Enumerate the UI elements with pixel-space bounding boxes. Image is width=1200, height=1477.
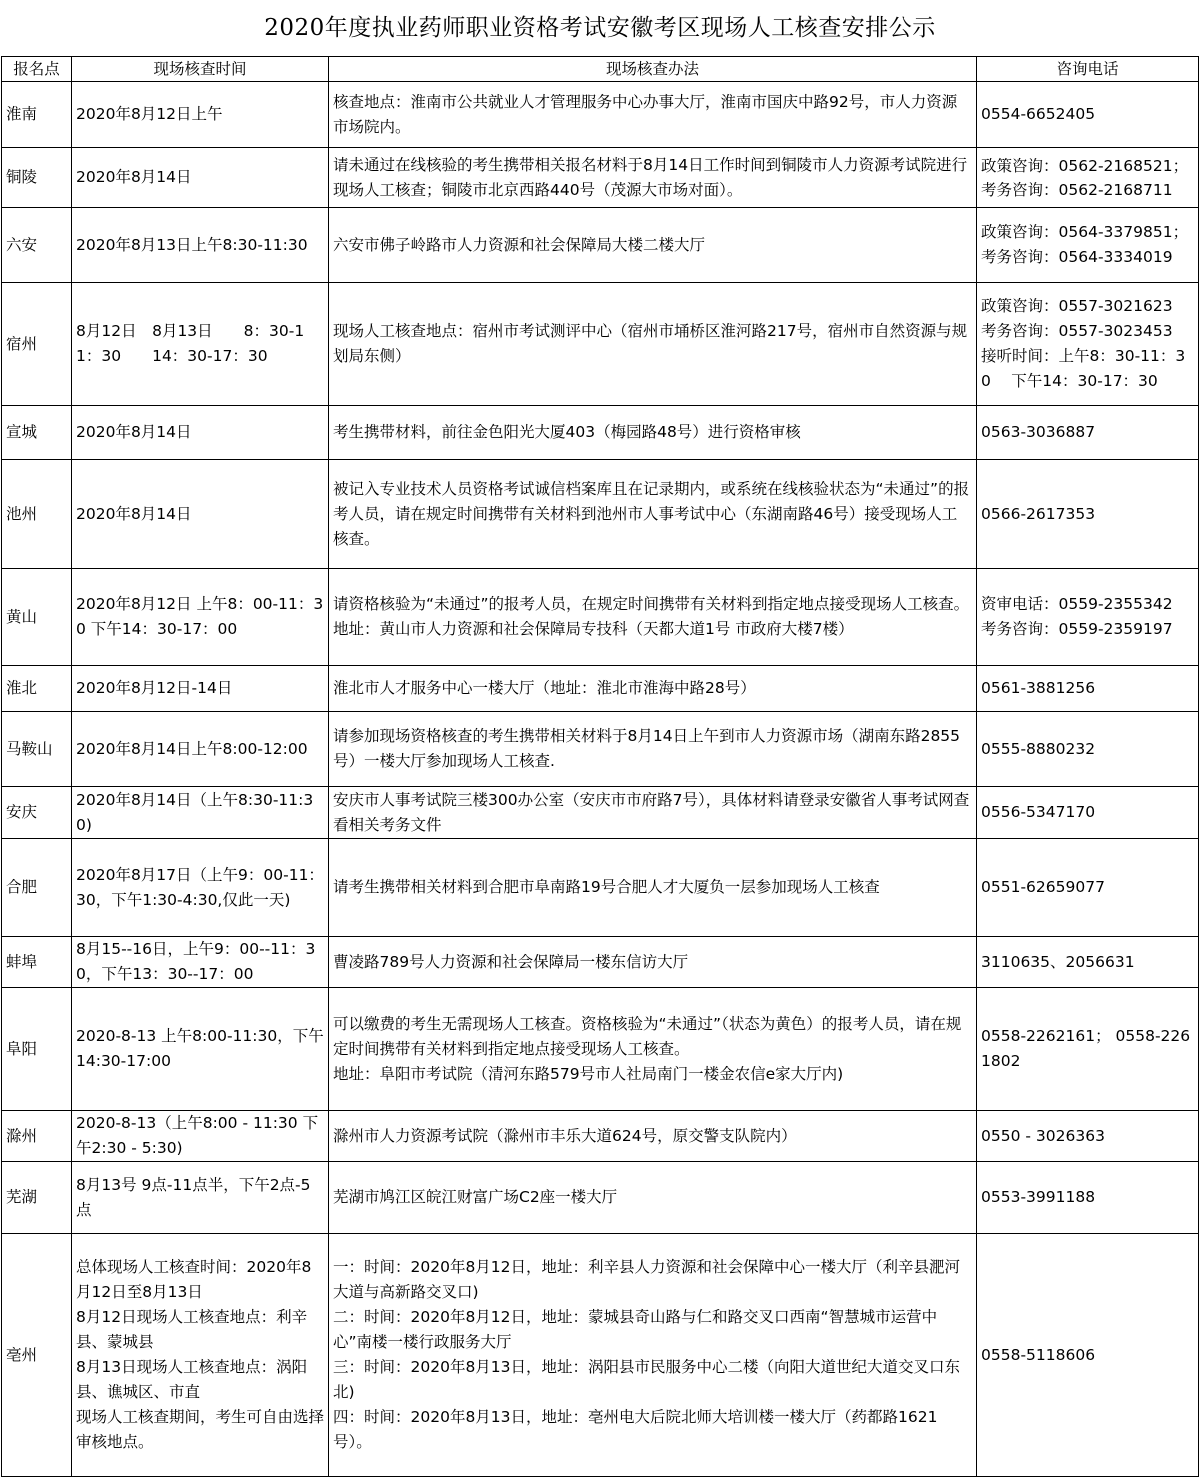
table-row [2,787,1199,839]
table-row [2,460,1199,569]
city-cell: 六安 [2,208,72,283]
method-cell: 六安市佛子岭路市人力资源和社会保障局大楼二楼大厅 [329,208,977,283]
phone-cell: 0566-2617353 [977,460,1199,569]
method-cell: 请未通过在线核验的考生携带相关报名材料于8月14日工作时间到铜陵市人力资源考试院进行现场人工核查；铜陵市北京西路440号（茂源大市场对面）。 [329,148,977,208]
phone-cell: 0558-2262161； 0558-2261802 [977,988,1199,1111]
header-time: 现场核查时间 [72,57,329,82]
time-cell: 2020-8-13 上午8:00-11:30，下午14:30-17:00 [72,988,329,1111]
phone-cell: 政策咨询：0557-3021623 考务咨询：0557-3023453 接听时间：上午8：30-11：30 下午14：30-17：30 [977,283,1199,406]
method-cell: 请参加现场资格核查的考生携带相关材料于8月14日上午到市人力资源市场（湖南东路2855号）一楼大厅参加现场人工核查. [329,712,977,787]
time-cell: 2020年8月12日-14日 [72,666,329,712]
method-cell: 一：时间：2020年8月12日，地址：利辛县人力资源和社会保障中心一楼大厅（利辛县淝河大道与高新路交叉口) 二：时间：2020年8月12日，地址：蒙城县奇山路与仁和路交叉口西南“智慧城市运营中心”南楼一楼行政服务大厅 三：时间：2020年8月13日，地址：涡阳县市民服务中心二楼（向阳大道世纪大道交叉口东北) 四：时间：2020年8月13日，地址：亳州电大后院北师大培训楼一楼大厅（药都路1621号）。 [329,1234,977,1477]
phone-cell: 0558-5118606 [977,1234,1199,1477]
table-row [2,988,1199,1111]
time-cell: 2020年8月14日 [72,148,329,208]
method-cell: 被记入专业技术人员资格考试诚信档案库且在记录期内，或系统在线核验状态为“未通过”的报考人员，请在规定时间携带有关材料到池州市人事考试中心（东湖南路46号）接受现场人工核查。 [329,460,977,569]
time-cell: 8月12日 8月13日 8：30-11：30 14：30-17：30 [72,283,329,406]
city-cell: 合肥 [2,839,72,937]
method-cell: 滁州市人力资源考试院（滁州市丰乐大道624号，原交警支队院内） [329,1111,977,1162]
phone-cell: 0553-3991188 [977,1162,1199,1234]
city-cell: 安庆 [2,787,72,839]
table-row [2,839,1199,937]
phone-cell: 0561-3881256 [977,666,1199,712]
city-cell: 滁州 [2,1111,72,1162]
method-cell: 核查地点：淮南市公共就业人才管理服务中心办事大厅，淮南市国庆中路92号，市人力资源市场院内。 [329,82,977,148]
city-cell: 淮北 [2,666,72,712]
table-row [2,712,1199,787]
table-row [2,666,1199,712]
time-cell: 2020年8月12日 上午8：00-11：30 下午14：30-17：00 [72,569,329,666]
method-cell: 安庆市人事考试院三楼300办公室（安庆市市府路7号），具体材料请登录安徽省人事考试网查看相关考务文件 [329,787,977,839]
city-cell: 阜阳 [2,988,72,1111]
table-row [2,148,1199,208]
table-row [2,937,1199,988]
header-phone: 咨询电话 [977,57,1199,82]
time-cell: 2020年8月14日（上午8:30-11:30) [72,787,329,839]
phone-cell: 政策咨询：0564-3379851；考务咨询：0564-3334019 [977,208,1199,283]
table-row [2,82,1199,148]
city-cell: 池州 [2,460,72,569]
table-row [2,1234,1199,1477]
time-cell: 2020年8月14日 [72,460,329,569]
method-cell: 芜湖市鸠江区皖江财富广场C2座一楼大厅 [329,1162,977,1234]
method-cell: 现场人工核查地点：宿州市考试测评中心（宿州市埇桥区淮河路217号，宿州市自然资源与规划局东侧） [329,283,977,406]
phone-cell: 资审电话：0559-2355342 考务咨询：0559-2359197 [977,569,1199,666]
city-cell: 黄山 [2,569,72,666]
city-cell: 马鞍山 [2,712,72,787]
phone-cell: 3110635、2056631 [977,937,1199,988]
time-cell: 2020年8月13日上午8:30-11:30 [72,208,329,283]
table-row [2,208,1199,283]
table-row [2,569,1199,666]
city-cell: 蚌埠 [2,937,72,988]
method-cell: 淮北市人才服务中心一楼大厅（地址：淮北市淮海中路28号） [329,666,977,712]
city-cell: 铜陵 [2,148,72,208]
page-title: 2020年度执业药师职业资格考试安徽考区现场人工核查安排公示 [264,15,936,41]
table-row [2,1111,1199,1162]
time-cell: 2020年8月14日上午8:00-12:00 [72,712,329,787]
table-row [2,406,1199,460]
phone-cell: 0555-8880232 [977,712,1199,787]
method-cell: 请资格核验为“未通过”的报考人员，在规定时间携带有关材料到指定地点接受现场人工核查。 地址：黄山市人力资源和社会保障局专技科（天都大道1号 市政府大楼7楼） [329,569,977,666]
time-cell: 总体现场人工核查时间：2020年8月12日至8月13日 8月12日现场人工核查地点：利辛县、蒙城县 8月13日现场人工核查地点：涡阳县、谯城区、市直 现场人工核查期间，考生可自由选择审核地点。 [72,1234,329,1477]
city-cell: 宣城 [2,406,72,460]
phone-cell: 0556-5347170 [977,787,1199,839]
method-cell: 请考生携带相关材料到合肥市阜南路19号合肥人才大厦负一层参加现场人工核查 [329,839,977,937]
city-cell: 芜湖 [2,1162,72,1234]
time-cell: 2020年8月17日（上午9：00-11：30，下午1:30-4:30,仅此一天) [72,839,329,937]
header-method: 现场核查办法 [329,57,977,82]
time-cell: 8月13号 9点-11点半，下午2点-5点 [72,1162,329,1234]
city-cell: 亳州 [2,1234,72,1477]
phone-cell: 0550 - 3026363 [977,1111,1199,1162]
phone-cell: 0563-3036887 [977,406,1199,460]
schedule-table [1,56,1199,1477]
city-cell: 淮南 [2,82,72,148]
table-row [2,1162,1199,1234]
time-cell: 2020年8月12日上午 [72,82,329,148]
method-cell: 可以缴费的考生无需现场人工核查。资格核验为“未通过”（状态为黄色）的报考人员，请在规定时间携带有关材料到指定地点接受现场人工核查。 地址：阜阳市考试院（清河东路579号市人社局南门一楼金农信e家大厅内) [329,988,977,1111]
phone-cell: 0551-62659077 [977,839,1199,937]
phone-cell: 0554-6652405 [977,82,1199,148]
method-cell: 曹凌路789号人力资源和社会保障局一楼东信访大厅 [329,937,977,988]
phone-cell: 政策咨询：0562-2168521；考务咨询：0562-2168711 [977,148,1199,208]
method-cell: 考生携带材料，前往金色阳光大厦403（梅园路48号）进行资格审核 [329,406,977,460]
city-cell: 宿州 [2,283,72,406]
time-cell: 2020年8月14日 [72,406,329,460]
time-cell: 2020-8-13（上午8:00 - 11:30 下午2:30 - 5:30) [72,1111,329,1162]
header-row [2,57,1199,82]
table-row [2,283,1199,406]
time-cell: 8月15--16日，上午9：00--11：30，下午13：30--17：00 [72,937,329,988]
header-city: 报名点 [2,57,72,82]
